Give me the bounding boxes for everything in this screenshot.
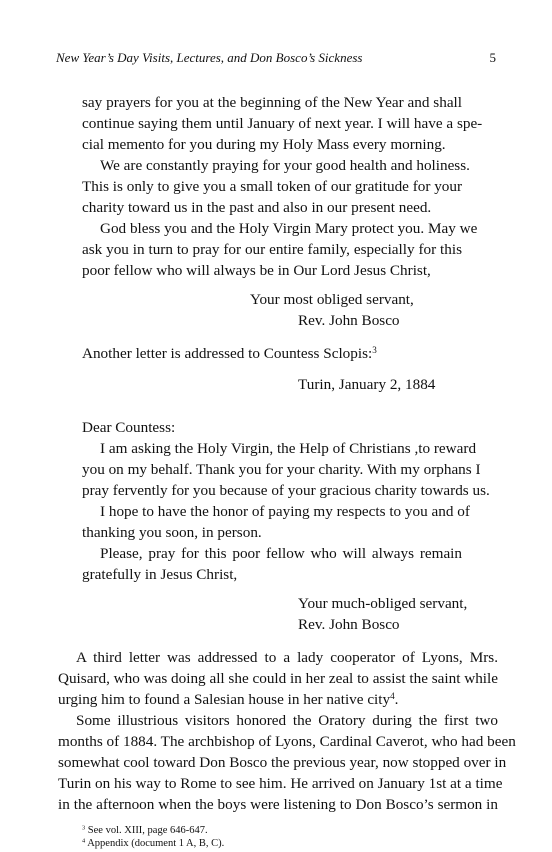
body-line: I hope to have the honor of paying my respects to you and of (100, 503, 470, 520)
body-line: pray fervently for you because of your gracious charity towards us. (82, 482, 490, 499)
body-line: gratefully in Jesus Christ, (82, 566, 238, 583)
body-line: Some illustrious visitors honored the Oratory during the first two (76, 712, 498, 729)
body-line: cial memento for you during my Holy Mass every morning. (82, 136, 446, 153)
body-line: charity toward us in the past and also in our present need. (82, 199, 432, 216)
letter-dateline: Turin, January 2, 1884 (298, 376, 436, 393)
body-line: thanking you soon, in person. (82, 524, 262, 541)
running-title: New Year’s Day Visits, Lectures, and Don Bosco’s Sickness (56, 50, 363, 65)
body-line: in the afternoon when the boys were listening to Don Bosco’s sermon in (58, 796, 498, 813)
body-line: Quisard, who was doing all she could in her zeal to assist the saint while (58, 670, 498, 687)
body-line: months of 1884. The archbishop of Lyons, Cardinal Caverot, who had been (58, 733, 516, 750)
letter-signature: Rev. John Bosco (298, 616, 400, 633)
body-line: I am asking the Holy Virgin, the Help of Christians ,to reward (100, 440, 477, 457)
footnote: $^3$ See vol. XIII, page 646-647. (82, 824, 208, 836)
body-line: God bless you and the Holy Virgin Mary protect you. May we (100, 220, 478, 237)
letter-intro: Another letter is addressed to Countess Sclopis:$^3$ (82, 344, 377, 362)
body-line: This is only to give you a small token of our gratitude for your (82, 178, 463, 195)
body-line: say prayers for you at the beginning of the New Year and shall (82, 94, 462, 111)
body-line: urging him to found a Salesian house in her native city$^4$. (58, 690, 399, 708)
body-line: somewhat cool toward Don Bosco the previous year, now stopped over in (58, 754, 507, 771)
footnote: $^4$ Appendix (document 1 A, B, C). (82, 837, 225, 849)
letter-closing: Your most obliged servant, (250, 291, 414, 308)
page-number: 5 (489, 50, 496, 65)
body-line: Please, pray for this poor fellow who will always remain (100, 545, 462, 562)
letter-signature: Rev. John Bosco (298, 312, 400, 329)
body-line: continue saying them until January of next year. I will have a spe- (82, 115, 483, 132)
running-header (56, 49, 496, 67)
body-line: you on my behalf. Thank you for your charity. With my orphans I (82, 461, 481, 478)
body-line: poor fellow who will always be in Our Lord Jesus Christ, (82, 262, 431, 279)
letter-closing: Your much-obliged servant, (298, 595, 468, 612)
body-line: A third letter was addressed to a lady cooperator of Lyons, Mrs. (76, 649, 498, 666)
footnote-ref: 4 (390, 690, 395, 701)
body-line: We are constantly praying for your good health and holiness. (100, 157, 470, 174)
body-line: ask you in turn to pray for our entire family, especially for this (82, 241, 462, 258)
letter-salutation: Dear Countess: (82, 419, 176, 436)
footnote-ref: 3 (372, 344, 377, 355)
body-line: Turin on his way to Rome to see him. He arrived on January 1st at a time (58, 775, 503, 792)
